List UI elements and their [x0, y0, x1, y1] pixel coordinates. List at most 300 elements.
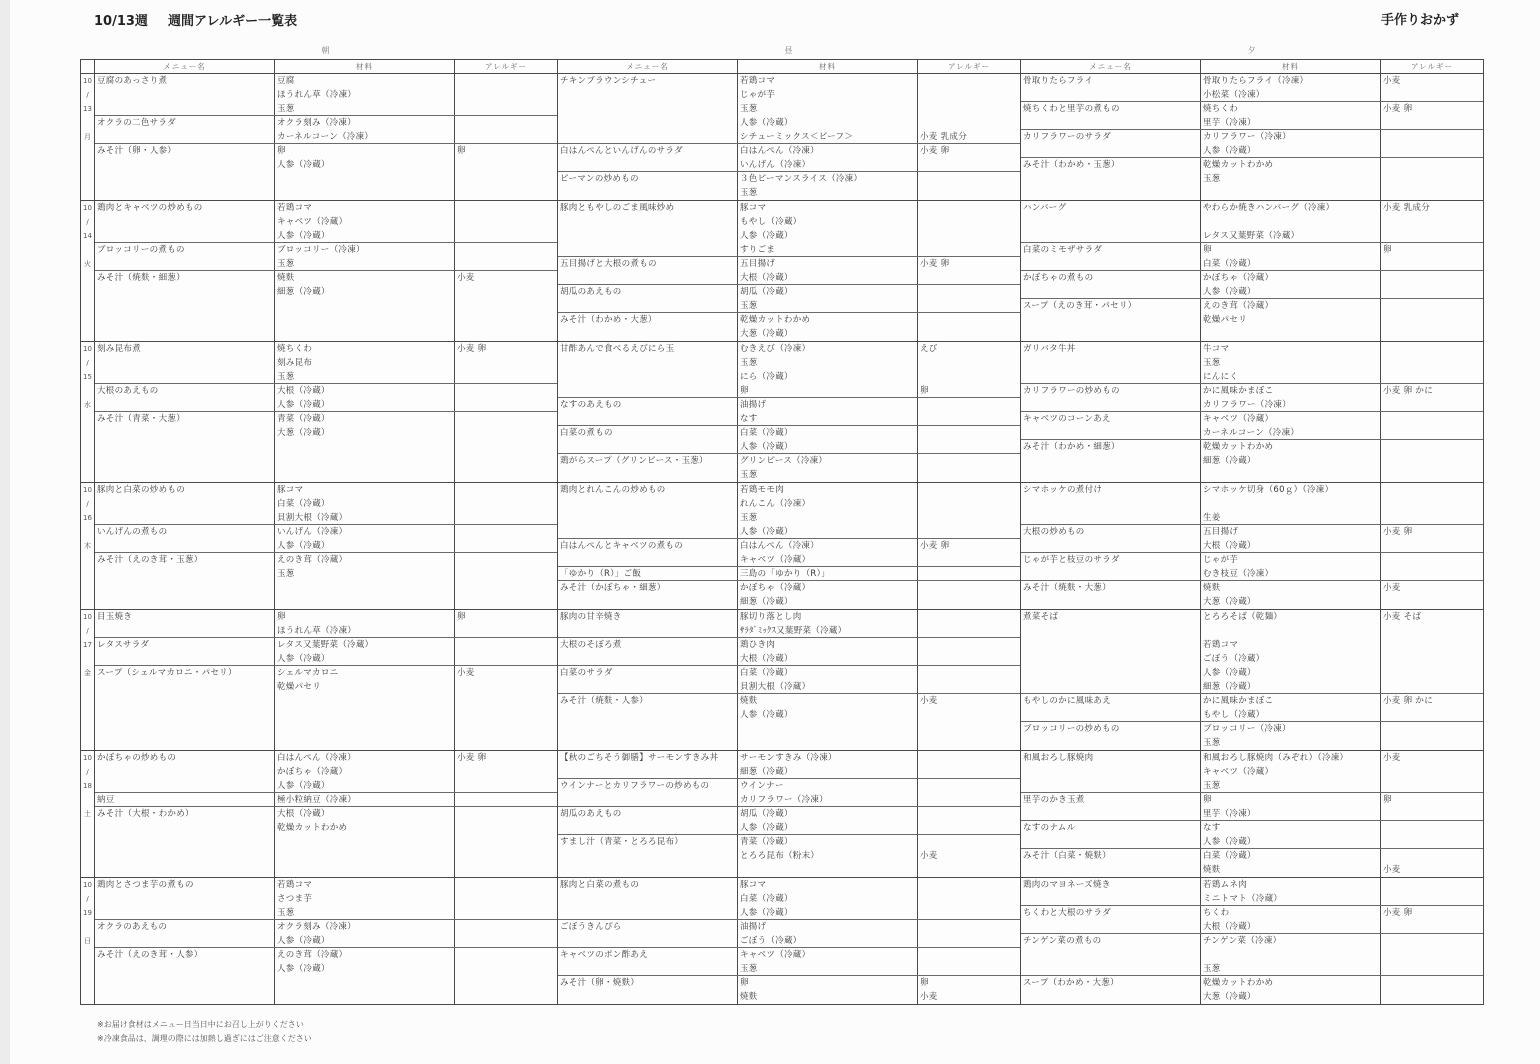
allergy-cell — [1380, 525, 1483, 552]
allergy-line — [1381, 990, 1483, 1004]
menu-item — [1021, 849, 1483, 877]
allergy-line — [1381, 116, 1483, 130]
allergy-line — [1381, 313, 1483, 327]
allergy-line — [455, 116, 557, 130]
week-label: 10/13週 — [94, 14, 148, 29]
ingredient-line: 卵 — [277, 146, 286, 156]
ingredient-line: 青菜（冷蔵） — [740, 837, 793, 847]
menu-item — [95, 201, 557, 243]
date-spacer — [81, 243, 94, 257]
ingredient-line: キャベツ（冷蔵） — [277, 217, 348, 227]
date-weekday: 月 — [84, 133, 91, 141]
allergy-line: 小麦 — [1383, 76, 1401, 86]
menu-name-cell — [95, 412, 274, 482]
meal-label-breakfast: 朝 — [321, 46, 330, 55]
ingredient-line: ｻﾗﾀﾞﾐｯｸｽ又葉野菜（冷蔵） — [740, 626, 847, 636]
menu-item — [1021, 821, 1483, 849]
ingredient-line: 油揚げ — [740, 922, 767, 932]
ingredient-line: 大葱（冷蔵） — [1203, 992, 1256, 1002]
allergy-line — [918, 356, 1020, 370]
allergy-cell — [917, 835, 1020, 877]
menu-name-cell — [1021, 102, 1200, 129]
ingredient-line: 人参（冷蔵） — [277, 781, 330, 791]
menu-item — [95, 610, 557, 638]
allergy-line — [918, 440, 1020, 454]
menu-item — [1021, 694, 1483, 722]
ingredient-line: 焼麩 — [1203, 865, 1221, 875]
meal-cell-lunch — [557, 483, 1020, 609]
ingredient-line: 人参（冷蔵） — [277, 964, 330, 974]
ingredients-cell — [1200, 243, 1380, 270]
allergy-line — [455, 74, 557, 88]
menu-item — [1021, 934, 1483, 976]
ingredient-line: れんこん（冷凍） — [740, 499, 811, 509]
ingredient-line: 細葱（冷蔵） — [740, 767, 793, 777]
allergy-cell — [1380, 821, 1483, 848]
ingredient-line: 乾燥パセリ — [1203, 315, 1248, 325]
allergy-line — [455, 962, 557, 976]
menu-item — [1021, 102, 1483, 130]
menu-item — [1021, 384, 1483, 412]
menu-item — [558, 426, 1020, 454]
ingredient-line: 人参（冷蔵） — [1203, 668, 1256, 678]
menu-item — [1021, 751, 1483, 793]
menu-name: スープ（わかめ・大葱） — [1023, 978, 1119, 988]
allergy-line: 小麦 — [1383, 583, 1401, 593]
ingredient-line: 玉葱 — [740, 513, 758, 523]
allergy-cell — [917, 666, 1020, 693]
date-cell — [81, 483, 94, 609]
ingredient-line: レタス又葉野菜（冷蔵） — [277, 640, 374, 650]
menu-name: スープ（えのき茸・パセリ） — [1023, 301, 1137, 311]
meal-cell-dinner — [1020, 751, 1483, 877]
ingredient-line: 卵 — [740, 386, 749, 396]
menu-item — [95, 271, 557, 341]
allergy-line — [1381, 172, 1483, 186]
menu-item — [558, 610, 1020, 638]
allergy-cell — [917, 201, 1020, 256]
ingredient-line: 玉葱 — [740, 470, 758, 480]
allergy-line — [1381, 835, 1483, 849]
menu-item — [95, 920, 557, 948]
menu-name: もやしのかに風味あえ — [1023, 696, 1112, 706]
date-separator: / — [86, 895, 89, 903]
allergy-cell — [454, 638, 557, 665]
menu-item — [95, 553, 557, 609]
ingredient-line: 玉葱 — [277, 259, 295, 269]
ingredients-cell — [1200, 130, 1380, 157]
allergy-line — [455, 229, 557, 243]
menu-item — [1021, 483, 1483, 525]
day-row — [81, 342, 1483, 483]
allergy-line: 卵 — [1383, 245, 1392, 255]
ingredients-cell — [274, 243, 454, 270]
ingredient-line: 若鶏ムネ肉 — [1203, 880, 1248, 890]
allergy-line — [455, 948, 557, 962]
menu-name: ちくわと大根のサラダ — [1023, 908, 1111, 918]
ingredient-line: 白菜（冷蔵） — [740, 894, 793, 904]
ingredients-cell — [737, 285, 917, 312]
menu-name-cell — [1021, 412, 1200, 439]
allergy-line — [1381, 976, 1483, 990]
allergy-line — [455, 370, 557, 384]
ingredient-line: 五目揚げ — [740, 259, 776, 269]
allergy-line — [455, 892, 557, 906]
ingredient-line: カリフラワー（冷凍） — [1203, 400, 1292, 410]
ingredients-cell — [1200, 201, 1380, 242]
day-row — [81, 751, 1483, 878]
menu-item — [95, 525, 557, 553]
ingredient-line: 五目揚げ — [1203, 527, 1239, 537]
menu-name: みそ汁（卵・焼麩） — [560, 978, 640, 988]
ingredient-line: 玉葱 — [1203, 738, 1221, 748]
allergy-line — [918, 370, 1020, 384]
allergy-line: 小麦 卵 かに — [1383, 386, 1434, 396]
ingredient-line: 大根（冷蔵） — [740, 654, 793, 664]
menu-item — [1021, 976, 1483, 1004]
menu-name-cell — [95, 638, 274, 665]
menu-item — [558, 454, 1020, 482]
ingredients-cell — [737, 567, 917, 580]
ingredients-cell — [274, 638, 454, 665]
footnote: ※冷凍食品は、調理の際には加熱し過ぎにはご注意ください — [97, 1034, 312, 1043]
allergy-line — [455, 215, 557, 229]
allergy-line — [918, 807, 1020, 821]
menu-name-cell — [95, 144, 274, 200]
menu-item — [1021, 271, 1483, 299]
ingredient-line: 人参（冷蔵） — [277, 936, 330, 946]
ingredient-line: 人参（冷蔵） — [277, 160, 330, 170]
meal-label-dinner: 夕 — [1247, 46, 1256, 55]
ingredient-line: カリフラワー（冷凍） — [1203, 132, 1292, 142]
allergy-line — [1381, 962, 1483, 976]
allergy-line — [1381, 426, 1483, 440]
ingredients-cell — [1200, 483, 1380, 524]
allergy-line: 小麦 乳成分 — [1383, 203, 1431, 213]
ingredient-line: 青菜（冷蔵） — [277, 414, 330, 424]
ingredients-cell — [737, 201, 917, 256]
menu-name-cell — [558, 285, 737, 312]
date-cell — [81, 342, 94, 482]
ingredients-cell — [737, 539, 917, 566]
allergy-line — [918, 906, 1020, 920]
menu-name: すまし汁（青菜・とろろ昆布） — [560, 837, 684, 847]
ingredient-line: 白菜（冷蔵） — [1203, 851, 1256, 861]
allergy-cell — [1380, 581, 1483, 609]
allergy-cell — [454, 201, 557, 242]
allergy-line — [918, 497, 1020, 511]
allergy-line: 小麦 乳成分 — [920, 132, 968, 142]
allergy-line — [918, 624, 1020, 638]
ingredient-line: 玉葱 — [1203, 358, 1221, 368]
brand-label: 手作りおかず — [1381, 13, 1460, 28]
allergy-line — [918, 708, 1020, 722]
allergy-cell — [454, 878, 557, 919]
date-cell — [81, 610, 94, 750]
menu-name-cell — [558, 835, 737, 877]
menu-item — [95, 116, 557, 144]
ingredient-line: 人参（冷蔵） — [740, 231, 793, 241]
menu-item — [1021, 130, 1483, 158]
menu-item — [1021, 243, 1483, 271]
allergy-cell — [917, 878, 1020, 919]
date-column-header — [81, 60, 94, 73]
menu-name: かぼちゃの煮もの — [1023, 273, 1094, 283]
ingredients-cell — [274, 525, 454, 552]
ingredients-cell — [274, 793, 454, 806]
allergy-line — [1381, 638, 1483, 652]
menu-name: 甘酢あんで食べるえびにら玉 — [560, 344, 675, 354]
menu-name: 白はんぺんとキャベツの煮もの — [560, 541, 684, 551]
meal-cell-lunch — [557, 610, 1020, 750]
ingredient-line: 大根（冷蔵） — [1203, 922, 1256, 932]
ingredient-line: 焼麩 — [740, 696, 758, 706]
allergy-line: 卵 — [1383, 795, 1392, 805]
ingredient-line: 大根（冷蔵） — [740, 273, 793, 283]
ingredient-line: 若鶏コマ — [277, 203, 313, 213]
menu-item — [95, 638, 557, 666]
meal-label-lunch: 昼 — [784, 46, 793, 55]
menu-name-cell — [558, 539, 737, 566]
ingredient-line: ブロッコリー（冷凍） — [1203, 724, 1291, 734]
allergy-cell — [454, 666, 557, 750]
menu-name: 鶏がらスープ（グリンピース・玉葱） — [560, 456, 708, 466]
ingredients-cell — [274, 201, 454, 242]
ingredients-cell — [1200, 694, 1380, 721]
allergy-line — [455, 920, 557, 934]
allergy-line — [1381, 88, 1483, 102]
ingredient-line: いんげん（冷凍） — [740, 160, 811, 170]
allergy-cell — [917, 144, 1020, 171]
allergy-cell — [917, 454, 1020, 482]
menu-name-cell — [558, 976, 737, 1004]
ingredients-cell — [274, 483, 454, 524]
menu-name: ハンバーグ — [1023, 203, 1067, 213]
allergy-line: 小麦 卵 — [457, 344, 487, 354]
ingredient-line: 人参（冷蔵） — [1203, 837, 1256, 847]
ingredient-line: 生姜 — [1203, 513, 1221, 523]
allergy-line — [455, 511, 557, 525]
allergy-cell — [1380, 271, 1483, 298]
menu-name-cell — [558, 426, 737, 453]
column-header-ingredients: 材料 — [737, 60, 917, 73]
menu-name-cell — [95, 384, 274, 411]
allergy-line — [918, 920, 1020, 934]
menu-name-cell — [558, 483, 737, 538]
allergy-line — [455, 384, 557, 398]
allergy-line — [455, 130, 557, 144]
menu-item — [558, 948, 1020, 976]
ingredient-line: 若鶏コマ — [277, 880, 313, 890]
date-day: 18 — [83, 782, 92, 790]
ingredient-line: 豚切り落とし肉 — [740, 612, 802, 622]
ingredient-line: 人参（冷蔵） — [1203, 146, 1256, 156]
ingredient-line: かに風味かまぼこ — [1203, 696, 1274, 706]
allergy-line: 小麦 — [1383, 865, 1401, 875]
ingredient-line: むきえび（冷凍） — [740, 344, 811, 354]
menu-name: 和風おろし豚焼肉 — [1023, 753, 1094, 763]
allergy-line — [918, 116, 1020, 130]
ingredient-line: 大葱（冷蔵） — [277, 428, 330, 438]
menu-item — [558, 694, 1020, 750]
ingredients-cell — [1200, 751, 1380, 792]
meal-cell-lunch — [557, 74, 1020, 200]
menu-item — [558, 74, 1020, 144]
allergy-line — [1381, 215, 1483, 229]
menu-name-cell — [1021, 384, 1200, 411]
allergy-cell — [917, 567, 1020, 580]
allergy-line — [455, 285, 557, 299]
allergy-line — [455, 624, 557, 638]
menu-name-cell — [558, 144, 737, 171]
menu-name-cell — [1021, 906, 1200, 933]
ingredients-cell — [737, 74, 917, 143]
allergy-line — [918, 426, 1020, 440]
allergy-line — [455, 638, 557, 652]
menu-name-cell — [558, 581, 737, 609]
allergy-line — [1381, 271, 1483, 285]
ingredient-line: 若鶏モモ肉 — [740, 485, 785, 495]
allergy-line: 小麦 卵 — [920, 259, 950, 269]
meal-cell-dinner — [1020, 483, 1483, 609]
allergy-line: 小麦 — [457, 273, 475, 283]
allergy-line — [918, 412, 1020, 426]
ingredients-cell — [274, 412, 454, 482]
date-separator: / — [86, 91, 89, 99]
allergy-line — [455, 426, 557, 440]
menu-name: 豚肉と白菜の煮もの — [560, 880, 640, 890]
ingredients-cell — [274, 807, 454, 877]
allergy-line — [918, 271, 1020, 285]
ingredient-line: ごぼう（冷蔵） — [740, 936, 802, 946]
ingredients-cell — [1200, 384, 1380, 411]
allergy-line — [918, 793, 1020, 807]
allergy-line: 小麦 卵 かに — [1383, 696, 1434, 706]
allergy-line: 小麦 卵 — [1383, 104, 1413, 114]
ingredient-line: ウインナー — [740, 781, 784, 791]
allergy-line — [918, 948, 1020, 962]
ingredients-cell — [1200, 299, 1380, 341]
menu-name-cell — [1021, 271, 1200, 298]
menu-name: スープ（シェルマカロニ・パセリ） — [97, 668, 237, 678]
menu-name-cell — [95, 807, 274, 877]
allergy-line — [1381, 595, 1483, 609]
column-header-ingredients: 材料 — [274, 60, 454, 73]
ingredient-line: かぼちゃ（冷蔵） — [1203, 273, 1274, 283]
ingredient-line: 豚コマ — [740, 203, 767, 213]
allergy-cell — [1380, 483, 1483, 524]
allergy-line — [1381, 370, 1483, 384]
column-header-allergy: アレルギー — [1380, 60, 1483, 73]
menu-name-cell — [95, 948, 274, 1004]
menu-item — [95, 384, 557, 412]
allergy-line — [455, 257, 557, 271]
ingredient-line: 貝割大根（冷蔵） — [277, 513, 348, 523]
meal-cell-breakfast — [94, 751, 557, 877]
menu-name: 豚肉ともやしのごま風味炒め — [560, 203, 675, 213]
day-row — [81, 201, 1483, 342]
ingredients-cell — [737, 398, 917, 425]
ingredient-line — [1201, 624, 1380, 638]
menu-item — [558, 342, 1020, 398]
allergy-cell — [1380, 553, 1483, 580]
column-header-ingredients: 材料 — [1200, 60, 1380, 73]
menu-item — [95, 243, 557, 271]
menu-item — [558, 666, 1020, 694]
menu-name: 納豆 — [97, 795, 115, 805]
date-month: 10 — [83, 754, 92, 762]
menu-name: 大根の炒めもの — [1023, 527, 1085, 537]
allergy-cell — [1380, 299, 1483, 341]
ingredients-cell — [1200, 102, 1380, 129]
footnote: ※お届け食材はメニュー日当日中にお召し上がりください — [97, 1020, 304, 1029]
ingredients-cell — [274, 553, 454, 609]
allergy-line — [1381, 483, 1483, 497]
allergy-cell — [1380, 610, 1483, 693]
ingredient-line: いんげん（冷凍） — [277, 527, 348, 537]
menu-name-cell — [95, 525, 274, 552]
allergy-line — [918, 88, 1020, 102]
allergy-table — [80, 59, 1484, 1005]
menu-name-cell — [558, 398, 737, 425]
allergy-line — [455, 539, 557, 553]
allergy-cell — [454, 948, 557, 1004]
menu-name: 胡瓜のあえもの — [560, 809, 622, 819]
ingredients-cell — [737, 342, 917, 397]
menu-name-cell — [558, 948, 737, 975]
menu-name-cell — [558, 610, 737, 637]
table-body — [81, 74, 1483, 1004]
date-day: 19 — [83, 909, 92, 917]
ingredients-cell — [1200, 525, 1380, 552]
ingredient-line: なす — [740, 414, 758, 424]
ingredients-cell — [1200, 976, 1380, 1004]
ingredient-line: 人参（冷蔵） — [1203, 287, 1256, 297]
menu-name: 骨取りたらフライ — [1023, 76, 1094, 86]
ingredient-line: 三島の「ゆかり（R）」 — [740, 569, 830, 579]
allergy-line — [1381, 130, 1483, 144]
ingredients-cell — [1200, 793, 1380, 820]
menu-name: ごぼうきんぴら — [560, 922, 622, 932]
ingredient-line: もやし（冷蔵） — [1203, 710, 1265, 720]
ingredient-line: カーネルコーン（冷凍） — [1203, 428, 1300, 438]
allergy-line: 卵 — [457, 146, 466, 156]
allergy-line — [1381, 257, 1483, 271]
allergy-line — [455, 158, 557, 172]
allergy-line — [918, 595, 1020, 609]
allergy-cell — [917, 751, 1020, 778]
ingredient-line: 焼ちくわ — [277, 344, 313, 354]
ingredients-cell — [737, 779, 917, 806]
ingredient-line: えのき茸（冷蔵） — [1203, 301, 1274, 311]
menu-name-cell — [95, 666, 274, 750]
ingredient-line: 極小粒納豆（冷凍） — [277, 795, 357, 805]
ingredient-line: 鶏ひき肉 — [740, 640, 776, 650]
allergy-line — [1381, 511, 1483, 525]
allergy-line — [455, 201, 557, 215]
allergy-cell — [917, 74, 1020, 143]
menu-name: 豚肉と白菜の炒めもの — [97, 485, 186, 495]
column-header-menu: メニュー名 — [626, 62, 669, 71]
ingredient-line: 玉葱 — [1203, 781, 1221, 791]
menu-item — [95, 144, 557, 200]
meal-cell-breakfast — [94, 483, 557, 609]
menu-name: オクラの二色サラダ — [97, 118, 176, 128]
date-spacer — [81, 116, 94, 130]
ingredient-line: オクラ刻み（冷凍） — [277, 118, 357, 128]
ingredient-line: 玉葱 — [740, 104, 758, 114]
allergy-line — [918, 680, 1020, 694]
